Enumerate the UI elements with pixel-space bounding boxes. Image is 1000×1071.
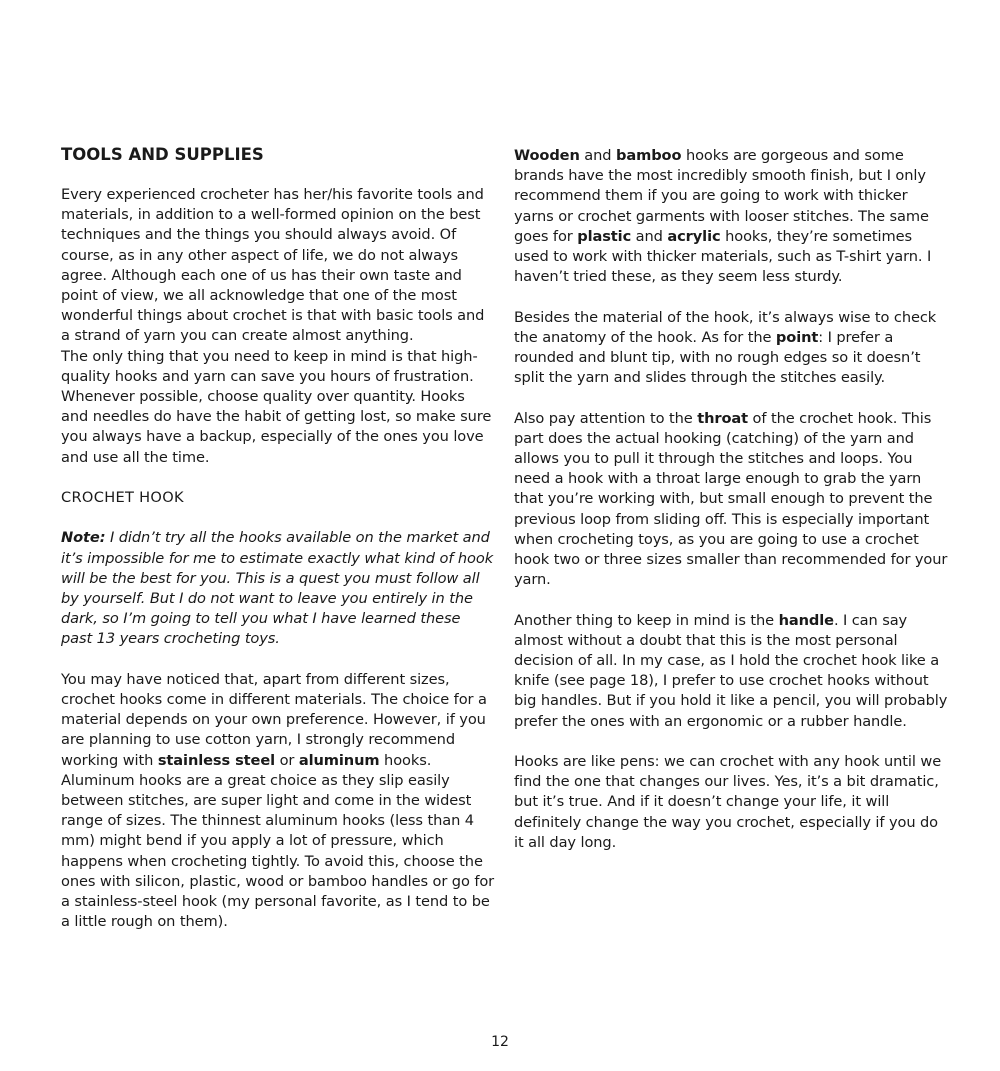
subheading-crochet-hook: CROCHET HOOK (61, 489, 184, 507)
note-paragraph (61, 528, 496, 649)
materials-text-3: hooks. Aluminum hooks are a great choice as they slip easily between stitches, are super light and come in the widest range of sizes. The thinnest aluminum hooks (less than 4 mm) might bend if you apply a lot of pressure, which happens when crocheting tightly. To avoid this, choose the ones with silicon, plastic, wood or bamboo handles or go for a stainless-steel hook (my personal favorite, as I tend to be a little rough on them). (61, 751, 495, 931)
throat-text-1: Also pay attention to the (514, 409, 698, 427)
point-text-1: Besides the material of the hook, it’s always wise to check the anatomy of the hook. As for the (514, 308, 937, 346)
handle-paragraph (514, 611, 949, 732)
wood-text-2: hooks are gorgeous and some brands have the most incredibly smooth finish, but I only recommend them if you are going to work with thicker yarns or crochet garments with looser stitches. The same goes for (514, 147, 929, 245)
handle-text-2: . I can say almost without a doubt that this is the most personal decision of all. In my case, as I hold the crochet hook like a knife (see page 18), I prefer to use crochet hooks without big handles. But if you hold it like a pencil, you will probably prefer the ones with an ergonomic or a rubber handle. (514, 611, 948, 730)
note-text: I didn’t try all the hooks available on the market and it’s impossible for me to estimate exactly what kind of hook will be the best for you. This is a quest you must follow all by yourself. But I do not want to leave you entirely in the dark, so I’m going to tell you what I have learned these past 13 years crocheting toys. (61, 529, 494, 648)
point-paragraph (514, 308, 949, 389)
intro-text: Every experienced crocheter has her/his favorite tools and materials, in addition to a well-formed opinion on the best techniques and the things you should always avoid. Of course, as in any other aspect of life, we do not always agree. Although each one of us has their own taste and point of view, we all acknowledge that one of the most wonderful things about crochet is that with basic tools and a strand of yarn you can create almost anything. (61, 186, 485, 345)
intro-paragraph (61, 185, 496, 468)
materials-paragraph (61, 670, 496, 933)
section-heading: TOOLS AND SUPPLIES (61, 145, 264, 164)
wood-text-3: and (631, 227, 668, 245)
left-column (61, 145, 496, 953)
wood-text-1: and (579, 147, 616, 164)
throat-text-2: of the crochet hook. This part does the actual hooking (catching) of the yarn and allows you to pull it through the stitches and loops. You need a hook with a throat large enough to grab the yarn that you’re working with, but small enough to prevent the previous loop from sliding off. This is especially important when crocheting toys, as you are going to use a crochet hook two or three sizes smaller than recommended for your yarn. (514, 409, 948, 589)
point-text-2: : I prefer a rounded and blunt tip, with no rough edges so it doesn’t split the yarn and slides through the stitches easily. (514, 328, 921, 387)
materials-bold-2: aluminum (298, 751, 380, 769)
wood-bold-2: bamboo (616, 147, 682, 164)
materials-text-2: or (275, 751, 299, 769)
wood-bold-3: plastic (577, 227, 632, 245)
pens-paragraph: Hooks are like pens: we can crochet with any hook until we find the one that changes our lives. Yes, it’s a bit dramatic, but it’s true. And if it doesn’t change your life, it will definitely change the way you crochet, especially if you do it all day long. (514, 753, 942, 851)
wood-text-4: hooks, they’re sometimes used to work with thicker materials, such as T-shirt yarn. I haven’t tried these, as they seem less sturdy. (514, 227, 932, 286)
throat-paragraph (514, 409, 949, 591)
wood-bold-4: acrylic (667, 227, 721, 245)
handle-bold: handle (778, 611, 834, 629)
materials-bold-1: stainless steel (157, 751, 276, 769)
wood-bold-1: Wooden (514, 147, 580, 164)
point-bold: point (775, 328, 819, 346)
wood-paragraph (514, 146, 949, 287)
page-number: 12 (491, 1034, 509, 1050)
intro-text-2: The only thing that you need to keep in mind is that high-quality hooks and yarn can save you hours of frustration. Whenever possible, choose quality over quantity. Hooks and needles do have the habit of getting lost, so make sure you always have a backup, especially of the ones you love and use all the time. (61, 347, 492, 466)
materials-text-1: You may have noticed that, apart from different sizes, crochet hooks come in different materials. The choice for a material depends on your own preference. However, if you are planning to use cotton yarn, I strongly recommend working with (61, 670, 487, 769)
handle-text-1: Another thing to keep in mind is the (514, 611, 779, 629)
right-column (514, 146, 949, 873)
throat-bold: throat (697, 409, 749, 427)
note-label: Note: (61, 529, 106, 547)
